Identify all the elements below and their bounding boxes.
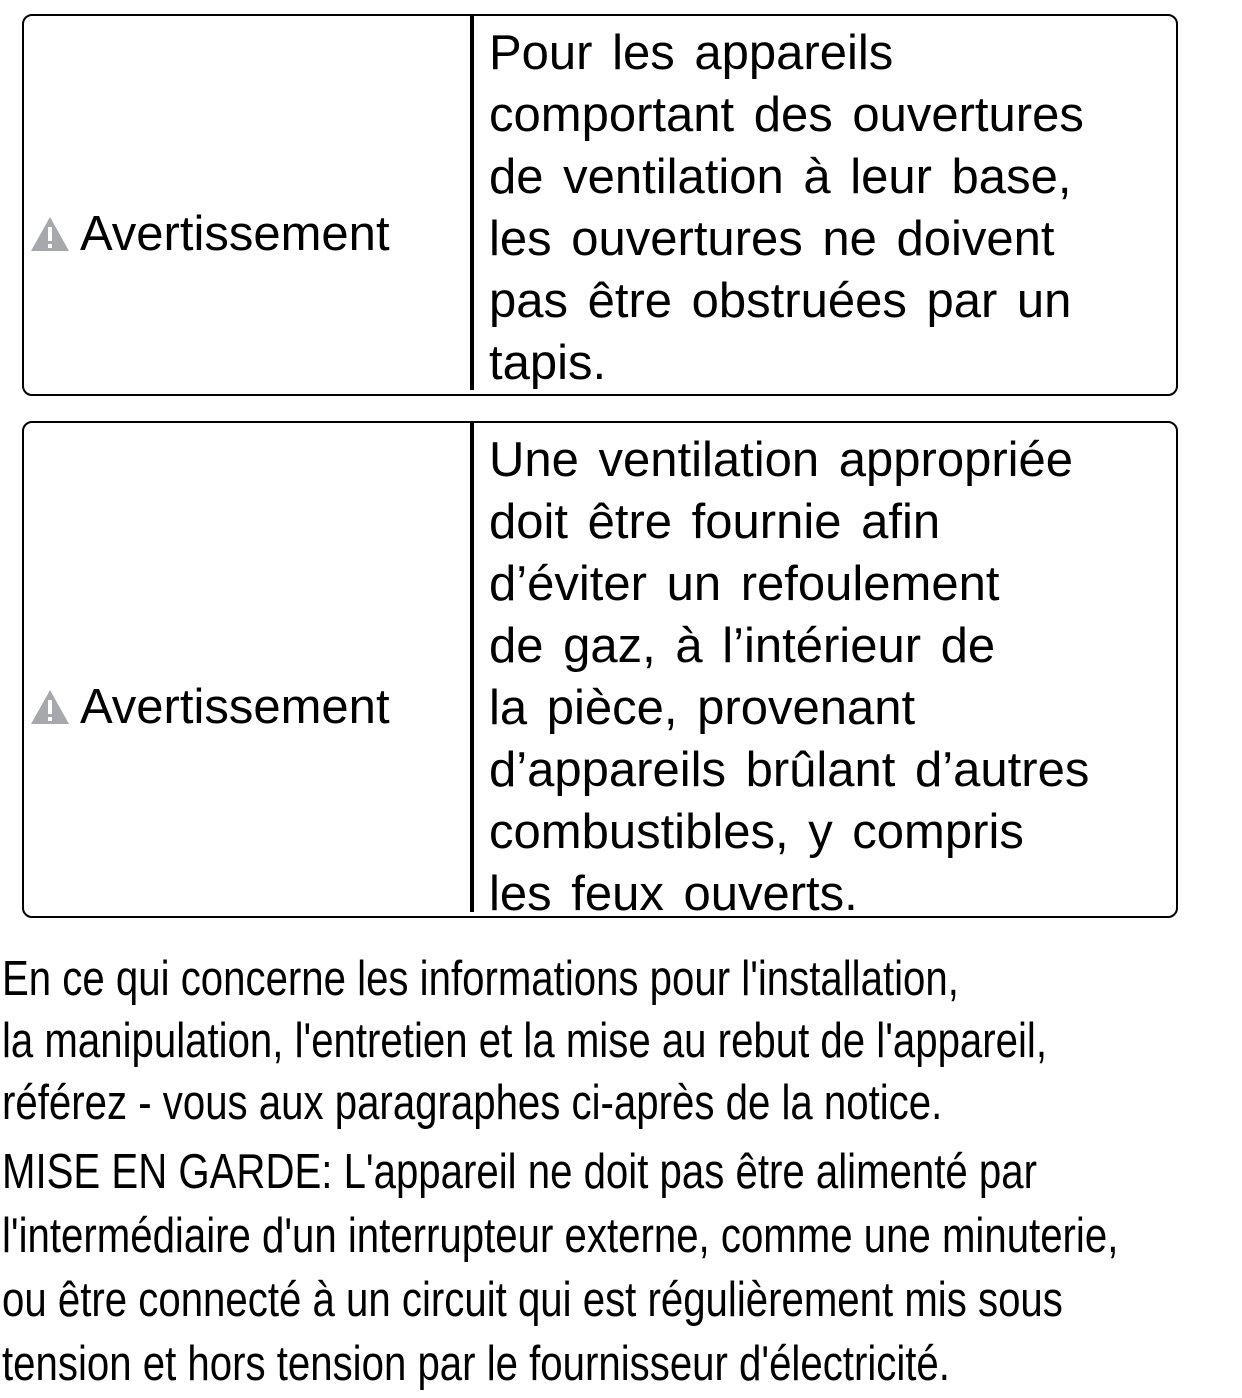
column-divider xyxy=(470,423,474,912)
warning-label-text: Avertissement xyxy=(80,680,390,734)
warning-label-text: Avertissement xyxy=(80,207,390,261)
paragraph-line: ou être connecté à un circuit qui est régulièrement mis sous xyxy=(2,1273,1063,1327)
warning-line: Pour les appareils xyxy=(489,26,894,80)
paragraph-line: tension et hors tension par le fournisseur d'électricité. xyxy=(2,1337,950,1391)
warning-line: d’éviter un refoulement xyxy=(489,557,1000,611)
warning-line: de gaz, à l’intérieur de xyxy=(489,619,996,673)
warning-label xyxy=(30,206,390,262)
warning-text xyxy=(489,429,1170,925)
paragraph-line: la manipulation, l'entretien et la mise au rebut de l'appareil, xyxy=(2,1014,1048,1068)
warning-line: pas être obstruées par un xyxy=(489,274,1072,328)
warning-line: les feux ouverts. xyxy=(489,867,858,921)
warning-line: doit être fournie afin xyxy=(489,495,941,549)
caution-paragraph xyxy=(2,1140,1118,1396)
warning-box-proper-ventilation xyxy=(22,421,1178,921)
warning-line: Une ventilation appropriée xyxy=(489,433,1074,487)
column-divider xyxy=(470,16,474,390)
paragraph-line: En ce qui concerne les informations pour l'installation, xyxy=(2,952,959,1006)
installation-info-paragraph xyxy=(2,948,1047,1134)
warning-triangle-icon xyxy=(30,689,70,725)
paragraph-line: MISE EN GARDE: L'appareil ne doit pas être alimenté par xyxy=(2,1145,1037,1199)
paragraph-line: référez - vous aux paragraphes ci-après de la notice. xyxy=(2,1076,943,1130)
warning-line: d’appareils brûlant d’autres xyxy=(489,743,1090,797)
warning-box-ventilation-openings xyxy=(22,14,1178,396)
warning-line: la pièce, provenant xyxy=(489,681,916,735)
warning-line: tapis. xyxy=(489,336,607,390)
warning-line: comportant des ouvertures xyxy=(489,88,1084,142)
warning-line: de ventilation à leur base, xyxy=(489,150,1072,204)
warning-triangle-icon xyxy=(30,216,70,252)
warning-label xyxy=(30,679,390,735)
warning-line: combustibles, y compris xyxy=(489,805,1024,859)
warning-text xyxy=(489,22,1170,394)
warning-line: les ouvertures ne doivent xyxy=(489,212,1055,266)
paragraph-line: l'intermédiaire d'un interrupteur externe, comme une minuterie, xyxy=(2,1209,1119,1263)
